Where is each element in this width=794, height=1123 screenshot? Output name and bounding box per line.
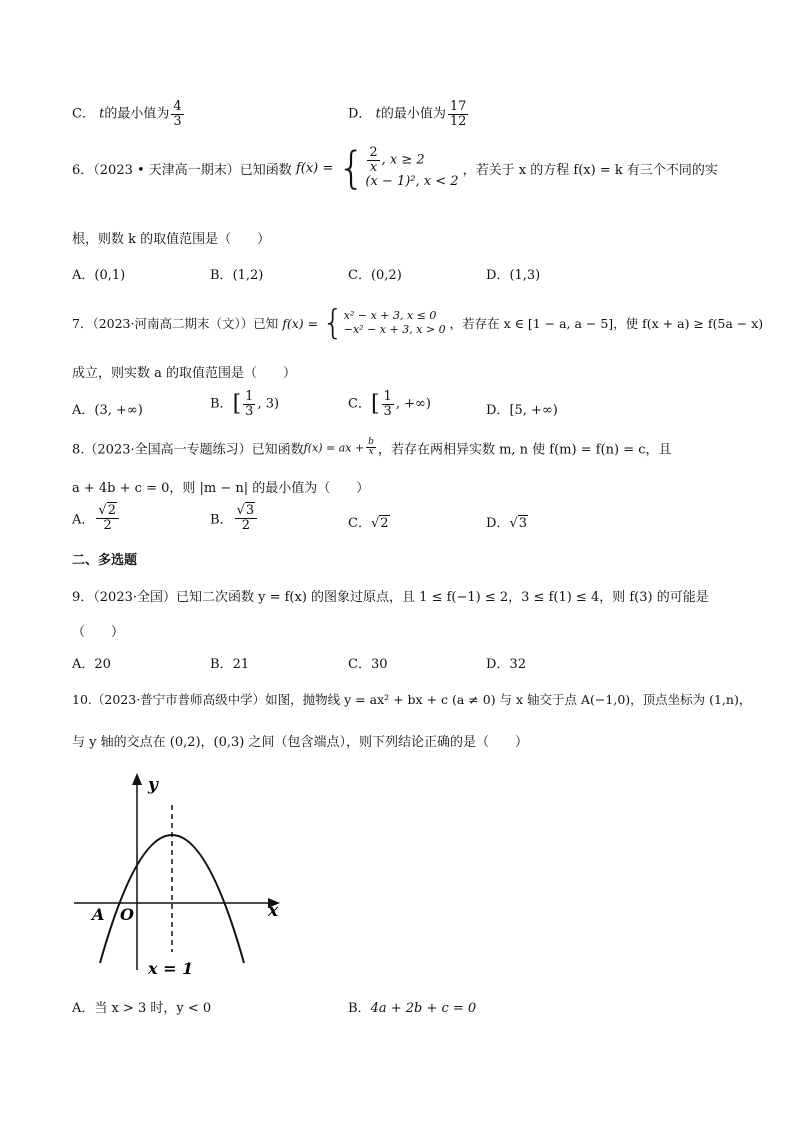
fraction bbox=[366, 438, 376, 458]
option-tail: , 3) bbox=[257, 396, 280, 412]
q7-prefix: 7．（2023·河南高二期末（文））已知 bbox=[72, 316, 279, 331]
option-text: 的最小值为 bbox=[380, 106, 446, 122]
q6-option-a bbox=[72, 264, 125, 283]
variable-t: t bbox=[375, 106, 381, 122]
fraction bbox=[235, 504, 258, 532]
numerator: 1 bbox=[383, 389, 392, 404]
option-label: A． bbox=[72, 512, 95, 528]
q8-option-a bbox=[72, 504, 121, 532]
piecewise-cases bbox=[365, 146, 458, 191]
piecewise-cases bbox=[344, 309, 446, 337]
fraction bbox=[171, 100, 183, 128]
q6-option-c bbox=[348, 264, 402, 283]
q7-suffix: ，若存在 x ∈ [1 − a, a − 5]，使 f(x + a) ≥ f(5a − x) bbox=[449, 316, 764, 331]
q9-line1: 9．（2023·全国）已知二次函数 y = f(x) 的图象过原点，且 1 ≤ f(−1) ≤ 2，3 ≤ f(1) ≤ 4，则 f(3) 的可能是 bbox=[72, 590, 709, 605]
q6-function: f(x) = bbox=[295, 160, 334, 176]
option-value: (0,2) bbox=[370, 268, 402, 283]
q6-option-d bbox=[486, 264, 540, 283]
radicand: 3 bbox=[245, 503, 255, 518]
q6-stem bbox=[72, 142, 718, 194]
case-1-condition: , x ≥ 2 bbox=[381, 152, 425, 168]
option-label: B． bbox=[210, 512, 233, 528]
denominator: 12 bbox=[449, 113, 467, 129]
q7-stem bbox=[72, 303, 764, 343]
q5-option-d bbox=[348, 100, 470, 128]
q10-line1: 10.（2023·普宁市普师高级中学）如图，抛物线 y = ax² + bx + c (a ≠ 0) 与 x 轴交于点 A(−1,0)，顶点坐标为 (1,n)， bbox=[72, 692, 752, 707]
option-value: (3, +∞) bbox=[94, 403, 143, 418]
option-label: A． bbox=[72, 403, 95, 418]
q8-function: f(x) = ax + bbox=[303, 441, 365, 455]
radicand: 2 bbox=[107, 503, 116, 518]
numerator: 17 bbox=[449, 99, 467, 114]
fraction bbox=[382, 390, 394, 418]
option-label: B． bbox=[210, 657, 233, 672]
option-label: B． bbox=[348, 1001, 371, 1016]
option-label: B． bbox=[210, 268, 233, 283]
option-label: C． bbox=[348, 657, 371, 672]
case-2: −x² − x + 3, x > 0 bbox=[343, 323, 446, 336]
denominator: 2 bbox=[103, 517, 112, 533]
q9-option-b bbox=[210, 653, 249, 672]
q6-prefix: 6．（2023 • 天津高一期末）已知函数 bbox=[72, 162, 292, 178]
option-text: 的最小值为 bbox=[104, 106, 170, 122]
brace-glyph: { bbox=[337, 142, 366, 194]
bracket: [ bbox=[370, 391, 380, 417]
denominator: x bbox=[369, 159, 378, 175]
brace-glyph: { bbox=[322, 303, 344, 343]
q9-option-a bbox=[72, 653, 111, 672]
q8-option-d: D．√3 bbox=[486, 516, 528, 531]
radicand: 2 bbox=[380, 516, 389, 531]
denominator: 3 bbox=[173, 113, 182, 129]
option-label: D． bbox=[486, 516, 510, 531]
x-axis-label: x bbox=[268, 901, 279, 921]
numerator: 2 bbox=[369, 145, 378, 160]
q5-option-c bbox=[72, 100, 186, 128]
option-label: C． bbox=[348, 396, 371, 412]
q8-suffix: ，若存在两相异实数 m, n 使 f(m) = f(n) = c，且 bbox=[377, 442, 672, 458]
option-value: 当 x > 3 时，y < 0 bbox=[94, 1001, 212, 1016]
q6-line2: 根，则数 k 的取值范围是（ ） bbox=[72, 232, 271, 247]
q10-option-a bbox=[72, 997, 211, 1016]
q8-prefix: 8.（2023·全国高一专题练习）已知函数 bbox=[72, 442, 304, 458]
option-value: (1,3) bbox=[509, 268, 541, 283]
option-label: C． bbox=[72, 106, 95, 122]
q9-option-d bbox=[486, 653, 526, 672]
option-label: D． bbox=[486, 403, 510, 418]
q8-option-b bbox=[210, 504, 259, 532]
numerator: 4 bbox=[173, 99, 182, 114]
bracket: [ bbox=[232, 391, 242, 417]
option-label: D． bbox=[348, 106, 372, 122]
parabola-graph bbox=[70, 770, 290, 980]
q8-line2: a + 4b + c = 0，则 |m − n| 的最小值为（ ） bbox=[72, 481, 370, 496]
y-axis-label: y bbox=[148, 775, 158, 795]
y-axis-arrow bbox=[132, 773, 142, 785]
q7-option-a bbox=[72, 399, 143, 418]
denominator: 3 bbox=[245, 403, 254, 419]
point-a-label: A bbox=[92, 905, 105, 924]
option-value: 32 bbox=[509, 657, 526, 672]
symmetry-axis-label: x = 1 bbox=[148, 959, 194, 978]
option-value: [5, +∞) bbox=[509, 403, 558, 418]
q8-option-c: C．√2 bbox=[348, 516, 389, 531]
option-value: (0,1) bbox=[94, 268, 126, 283]
case-1: x² − x + 3, x ≤ 0 bbox=[343, 309, 437, 323]
section-title: 二、多选题 bbox=[72, 553, 138, 568]
q7-option-b bbox=[210, 390, 279, 418]
option-label: A． bbox=[72, 1001, 95, 1016]
piecewise-brace bbox=[337, 142, 459, 194]
option-value: 30 bbox=[370, 657, 388, 672]
fraction bbox=[96, 504, 119, 532]
option-label: B． bbox=[210, 396, 233, 412]
option-value: 21 bbox=[232, 657, 250, 672]
option-value: 20 bbox=[94, 657, 111, 672]
fraction bbox=[243, 390, 255, 418]
origin-label: O bbox=[120, 905, 134, 924]
q8-stem bbox=[72, 438, 672, 458]
denominator: x bbox=[368, 447, 374, 458]
denominator: 3 bbox=[383, 403, 392, 419]
q10-line2: 与 y 轴的交点在 (0,2)，(0,3) 之间（包含端点），则下列结论正确的是（ ） bbox=[72, 735, 529, 750]
fraction bbox=[448, 100, 469, 128]
q6-option-b bbox=[210, 264, 263, 283]
radicand: 3 bbox=[518, 516, 528, 531]
q9-option-c bbox=[348, 653, 388, 672]
option-label: D． bbox=[486, 657, 510, 672]
option-label: A． bbox=[72, 657, 95, 672]
numerator: √2 bbox=[96, 504, 119, 519]
fraction bbox=[367, 146, 379, 174]
q7-line2: 成立，则实数 a 的取值范围是（ ） bbox=[72, 366, 297, 381]
numerator: 1 bbox=[245, 389, 254, 404]
piecewise-brace bbox=[322, 303, 446, 343]
variable-t: t bbox=[99, 106, 105, 122]
numerator: b bbox=[368, 437, 374, 447]
option-tail: , +∞) bbox=[395, 396, 431, 412]
case-2: (x − 1)², x < 2 bbox=[365, 174, 459, 190]
option-label: D． bbox=[486, 268, 510, 283]
numerator: √3 bbox=[235, 504, 258, 519]
q7-function: f(x) = bbox=[282, 315, 319, 331]
q7-option-c bbox=[348, 390, 431, 418]
option-label: C． bbox=[348, 516, 371, 531]
q7-option-d bbox=[486, 399, 558, 418]
q6-suffix: ，若关于 x 的方程 f(x) = k 有三个不同的实 bbox=[462, 162, 718, 178]
option-value: 4a + 2b + c = 0 bbox=[370, 1001, 477, 1016]
option-value: (1,2) bbox=[232, 268, 264, 283]
q10-option-b bbox=[348, 997, 476, 1016]
q9-line2: （ ） bbox=[72, 625, 125, 640]
denominator: 2 bbox=[241, 517, 250, 533]
option-label: A． bbox=[72, 268, 95, 283]
option-label: C． bbox=[348, 268, 371, 283]
